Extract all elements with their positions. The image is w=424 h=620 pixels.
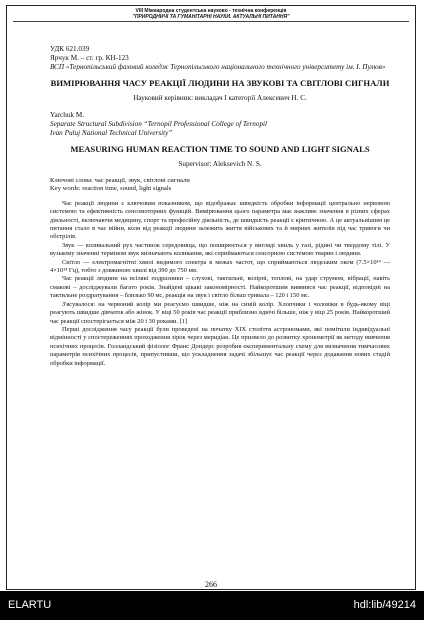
paragraph-5: З'ясувалося: на червоний колір ми реагуємо швидше, ніж на синій колір. Хлопчики і чоловіки в будь-якому віці реагують швидше дівчаток або жінок. У віці 50 років час реакції приблизно вдвічі більше, ніж у віці 25 років. Найкоротший час реакції спостерігається між 20 і 30 роками. [1] xyxy=(50,300,390,325)
title-en: MEASURING HUMAN REACTION TIME TO SOUND AND LIGHT SIGNALS xyxy=(70,144,370,154)
author-en: Yarchuk M. xyxy=(50,111,85,119)
paragraph-6: Перші дослідження часу реакції були проведені на початку XIX століття астрономами, які помітили індивідуальні відмінності у спостереженнях проходження зірок через меридіан. Це призвело до розвитку хронометрії як методу вивчення психічних процесів. Голландський фізіолог Франс Дондерс розробив експериментальну схему для визначення тимчасових параметрів психічних процесів, припустивши, що ускладнення задачі збільшує час реакції через додавання нових стадій обробки інформації. xyxy=(50,325,390,367)
keywords-ua: Ключові слова: час реакції, звук, світлові сигнали xyxy=(50,177,190,184)
conference-line-2: "ПРИРОДНИЧІ ТА ГУМАНІТАРНІ НАУКИ. АКТУАЛЬНІ ПИТАННЯ" xyxy=(132,14,290,20)
affiliation-en-2: Ivan Puluj National Technical University” xyxy=(50,129,173,137)
keywords-en: Key words: reaction time, sound, light signals xyxy=(50,185,172,193)
paragraph-3: Світло — електромагнітні хвилі видимого спектра в межах частот, що сприймаються людським оком (7.5×10¹⁴ — 4×10¹⁴ Гц), тобто з довжиною хвилі від 390 до 750 нм. xyxy=(50,258,390,275)
conference-header xyxy=(7,8,415,20)
paragraph-1: Час реакції людини є ключовим показником, що відображає швидкість обробки інформації центрально нервовою системою та ефективність сенсомоторних функцій. Вимірювання цього параметра має важливе значення в різних сферах діяльності, включаючи медицину, спорт та професійну діяльність, де швидкість реакції є критичною. А це актуальнішим це питання стало в час війни, коли від реакції людини залежить життя військових та й мирних жителів під час тривоги чи обстрілів. xyxy=(50,199,390,241)
conference-line-1: VIII Міжнародна студентська науково - технічна конференція xyxy=(135,8,287,14)
paragraph-4: Час реакції людини на всілякі подразники – слухові, тактильні, колірні, теплові, на удар струмом, вібрації, навіть смакові – досліджували багато років. Знайдені цікаві закономірності. Найкоротшим виявився час реакції, відповідні на тактильне роздратування – близько 90 мс, реакція на звук і світло більш тривала – 120 і 150 мс. xyxy=(50,275,390,300)
handle-link[interactable]: hdl:lib/49214 xyxy=(353,599,416,611)
repository-name: ELARTU xyxy=(8,599,52,611)
affiliation-en-1: Separate Structural Subdivision “Ternopil Professional College of Ternopil xyxy=(50,120,268,128)
paper-page xyxy=(6,5,416,590)
title-ua: ВИМІРЮВАННЯ ЧАСУ РЕАКЦІЇ ЛЮДИНИ НА ЗВУКОВІ ТА СВІТЛОВІ СИГНАЛИ xyxy=(50,78,390,88)
supervisor-en: Supervisor: Aleksevich N. S. xyxy=(178,160,262,168)
author-ua: Ярчук М. – ст. гр. КН-123 xyxy=(50,54,129,62)
affiliation-ua: ВСП «Тернопільський фаховий коледж Тернопільського національного технічного університету ім. І. Пулюя» xyxy=(50,63,386,71)
repository-footer xyxy=(0,591,424,620)
article-content xyxy=(50,45,390,368)
paragraph-2: Звук — коливальний рух частинок середовища, що поширюється у вигляді хвиль у газі, рідині чи твердому тілі. У вузькому значенні терміном звук визначають коливання, які сприймаються сенсорною системою тварин і людини. xyxy=(50,241,390,258)
page-number: 266 xyxy=(205,580,217,589)
supervisor-ua: Науковий керівник: викладач I категорії Алексевич Н. С. xyxy=(133,94,307,102)
udc-code: УДК 621.039 xyxy=(50,45,90,53)
header-rule xyxy=(13,21,409,22)
